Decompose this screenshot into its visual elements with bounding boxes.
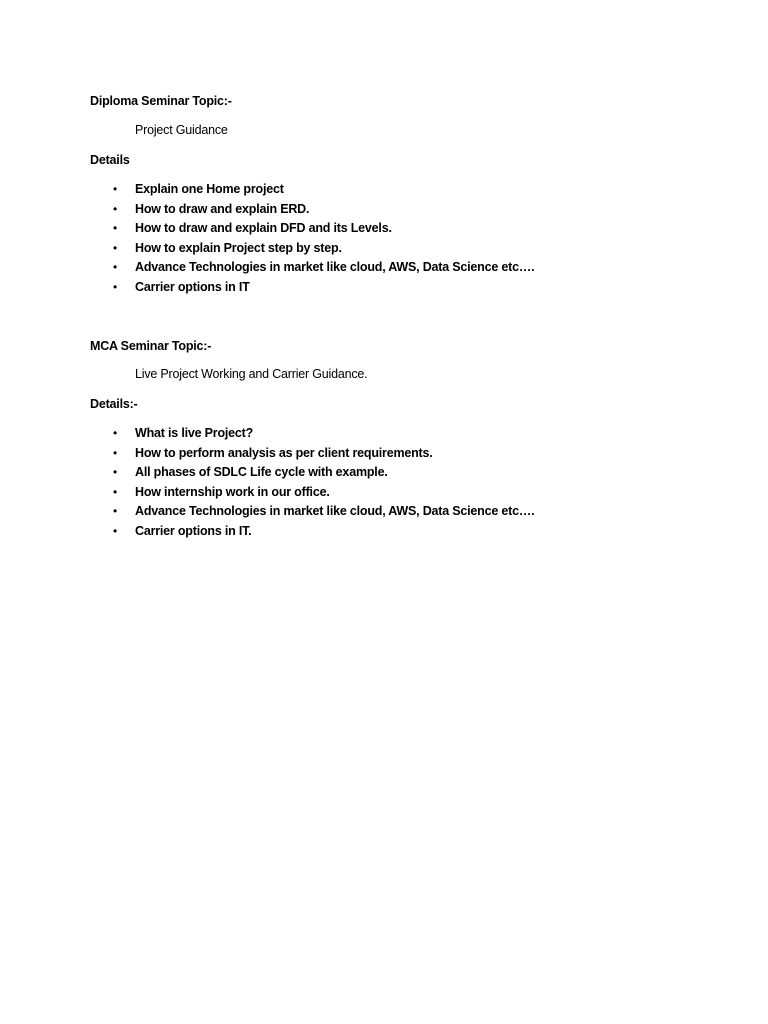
section1-details-label: Details: [90, 153, 130, 167]
list-item-text: How to draw and explain DFD and its Levels.: [135, 221, 392, 236]
bullet-icon: •: [113, 445, 118, 460]
list-item-text: Carrier options in IT: [135, 279, 250, 294]
bullet-icon: •: [113, 182, 118, 196]
bullet-icon: •: [113, 221, 118, 236]
bullet-icon: •: [113, 465, 118, 480]
bullet-icon: •: [113, 504, 118, 519]
list-item-text: All phases of SDLC Life cycle with example.: [135, 465, 388, 480]
bullet-icon: •: [113, 240, 118, 255]
section1-topic: Project Guidance: [135, 123, 228, 137]
list-item-text: How to draw and explain ERD.: [135, 201, 310, 216]
list-item-text: Explain one Home project: [135, 182, 284, 196]
section1-heading: Diploma Seminar Topic:-: [90, 94, 232, 108]
list-item-text: Advance Technologies in market like cloud, AWS, Data Science etc….: [135, 260, 535, 275]
bullet-icon: •: [113, 426, 118, 440]
list-item-text: Advance Technologies in market like cloud, AWS, Data Science etc….: [135, 504, 535, 519]
list-item-text: Carrier options in IT.: [135, 523, 252, 538]
bullet-icon: •: [113, 484, 118, 499]
section2-topic: Live Project Working and Carrier Guidance.: [135, 367, 368, 381]
list-item-text: How internship work in our office.: [135, 484, 330, 499]
bullet-icon: •: [113, 201, 118, 216]
bullet-icon: •: [113, 279, 118, 294]
section2-details-label: Details:-: [90, 397, 138, 411]
list-item-text: What is live Project?: [135, 426, 254, 440]
list-item-text: How to perform analysis as per client requirements.: [135, 445, 433, 460]
list-item-text: How to explain Project step by step.: [135, 240, 342, 255]
bullet-icon: •: [113, 260, 118, 275]
section2-heading: MCA Seminar Topic:-: [90, 339, 212, 353]
bullet-icon: •: [113, 523, 118, 538]
